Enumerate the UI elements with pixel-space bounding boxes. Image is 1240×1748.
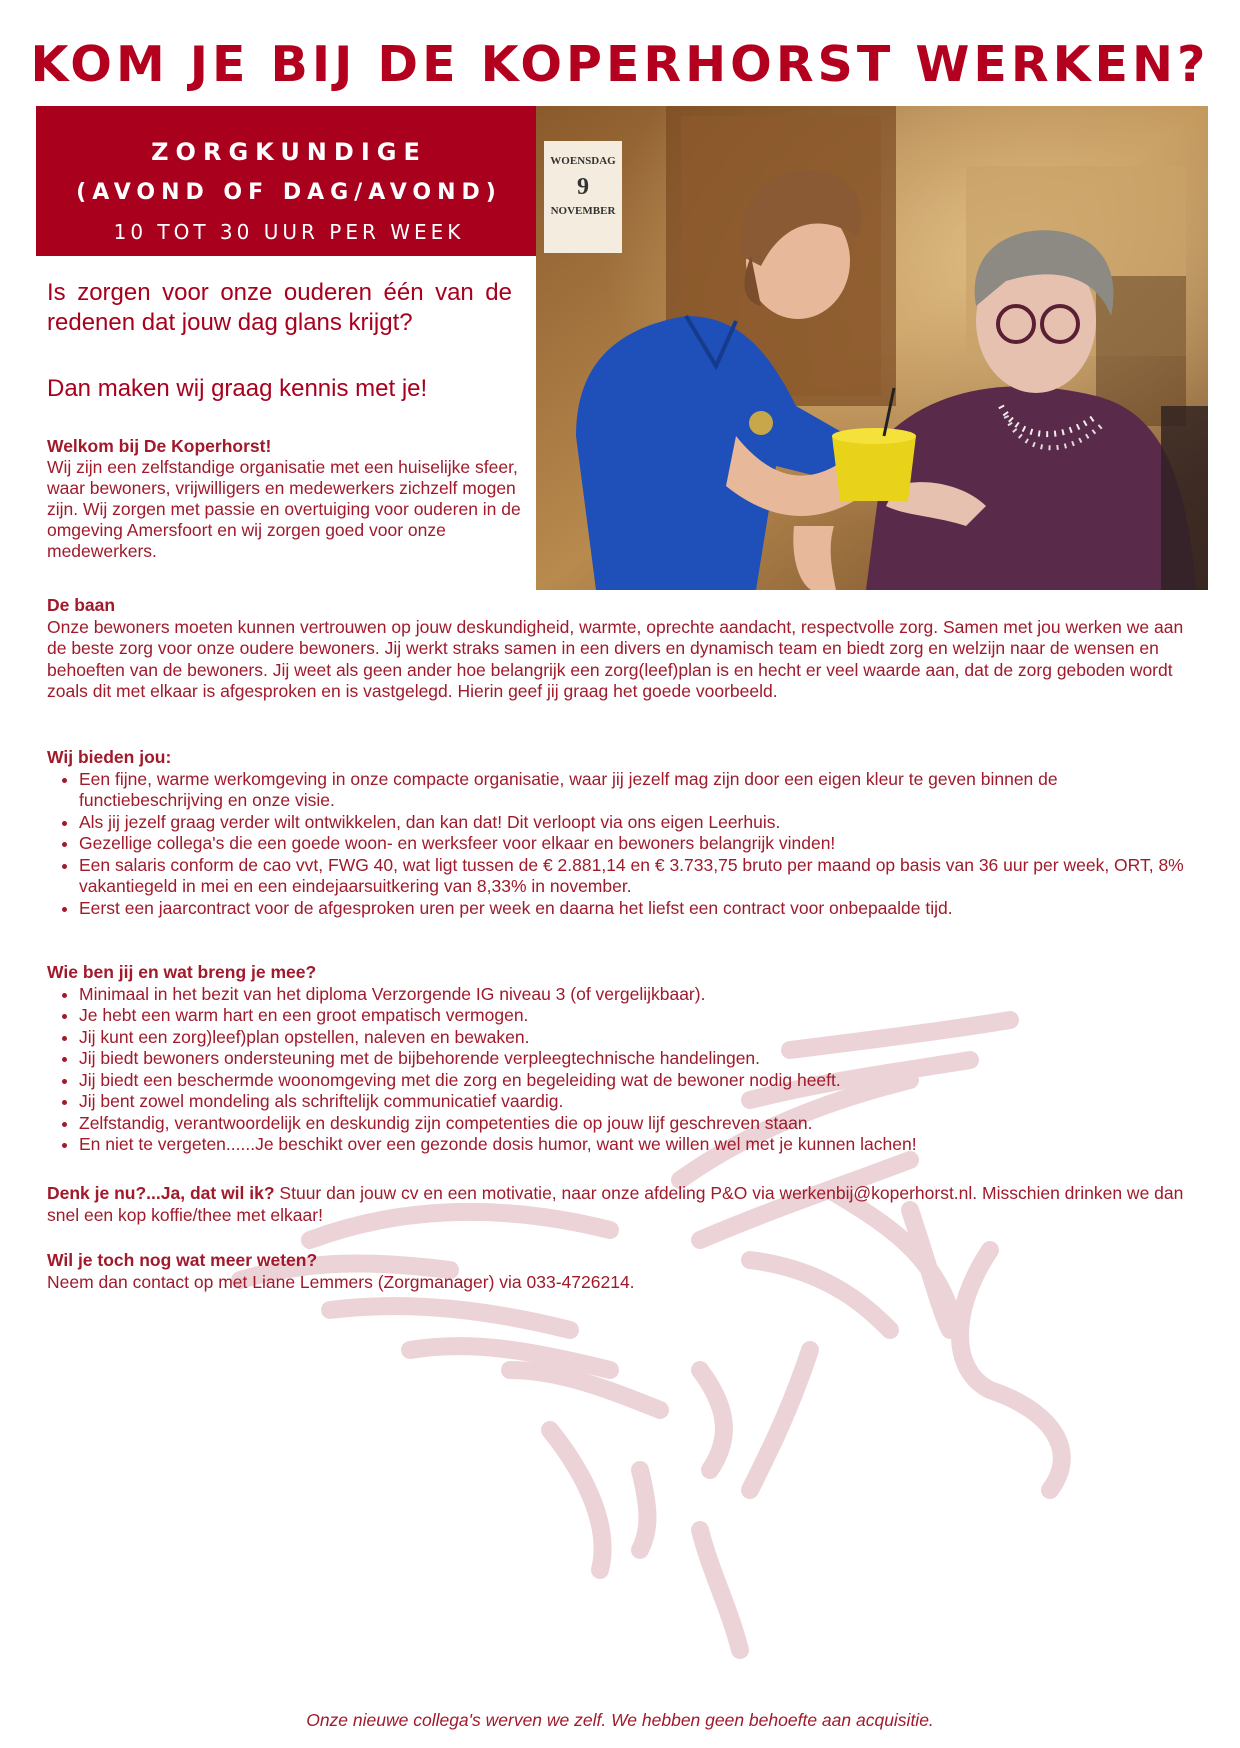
profile-list — [47, 984, 1197, 1156]
welcome-section — [47, 436, 537, 562]
list-item: • Minimaal in het bezit van het diploma Verzorgende IG niveau 3 (of vergelijkbaar). — [79, 984, 1197, 1006]
page-title: KOM JE BIJ DE KOPERHORST WERKEN? — [30, 36, 1210, 93]
contact-section — [47, 1250, 1197, 1293]
calendar-day: WOENSDAG — [550, 155, 616, 167]
offer-list — [47, 769, 1197, 920]
list-item: • En niet te vergeten......Je beschikt over een gezonde dosis humor, want we willen wel met je kunnen lachen! — [79, 1134, 1197, 1156]
job-heading: De baan — [47, 595, 116, 615]
list-item: • Jij kunt een zorg)leef)plan opstellen, naleven en bewaken. — [79, 1027, 1197, 1049]
apply-section — [47, 1183, 1197, 1226]
profile-heading: Wie ben jij en wat breng je mee? — [47, 962, 317, 982]
job-title: ZORGKUNDIGE — [151, 138, 427, 166]
offer-heading: Wij bieden jou: — [47, 747, 172, 767]
list-item: • Gezellige collega's die een goede woon- en werksfeer voor elkaar en bewoners belangrijk vinden! — [79, 833, 1197, 855]
list-item: • Zelfstandig, verantwoordelijk en deskundig zijn competenties die op jouw lijf geschreven staan. — [79, 1113, 1197, 1135]
job-text: Onze bewoners moeten kunnen vertrouwen op jouw deskundigheid, warmte, oprechte aandacht, respectvolle zorg. Samen met jou werken we aan de beste zorg voor onze oudere bewoners. Jij werkt straks samen in een divers en dynamisch team en biedt zorg en welzijn naar de wensen en behoeften van de bewoners. Jij weet als geen ander hoe belangrijk een zorg(leef)plan is en hecht er veel waarde aan, dat de zorg geboden wordt zoals dit met elkaar is afgesproken en is vastgelegd. Hierin geef jij graag het goede voorbeeld. — [47, 616, 1184, 701]
welcome-heading: Welkom bij De Koperhorst! — [47, 436, 272, 456]
list-item: • Jij biedt een beschermde woonomgeving met die zorg en begeleiding wat de bewoner nodig heeft. — [79, 1070, 1197, 1092]
job-hours: 10 TOT 30 UUR PER WEEK — [113, 220, 465, 244]
list-item: • Je hebt een warm hart en een groot empatisch vermogen. — [79, 1005, 1197, 1027]
contact-heading: Wil je toch nog wat meer weten? — [47, 1250, 318, 1270]
job-section — [47, 595, 1197, 703]
list-item: • Een fijne, warme werkomgeving in onze compacte organisatie, waar jij jezelf mag zijn door een eigen kleur te geven binnen de functiebeschrijving en onze visie. — [79, 769, 1197, 812]
list-item: • Een salaris conform de cao vvt, FWG 40, wat ligt tussen de € 2.881,14 en € 3.733,75 bruto per maand op basis van 36 uur per week, ORT, 8% vakantiegeld in mei en een eindejaarsuitkering van 8,33% in november. — [79, 855, 1197, 898]
intro — [47, 278, 512, 404]
intro-question: Is zorgen voor onze ouderen één van de redenen dat jouw dag glans krijgt? — [47, 279, 512, 336]
list-item: • Eerst een jaarcontract voor de afgesproken uren per week en daarna het liefst een contract voor onbepaalde tijd. — [79, 898, 1197, 920]
offer-section — [47, 747, 1197, 919]
list-item: • Jij bent zowel mondeling als schriftelijk communicatief vaardig. — [79, 1091, 1197, 1113]
contact-text: Neem dan contact op met Liane Lemmers (Zorgmanager) via 033-4726214. — [47, 1271, 635, 1292]
list-item: • Als jij jezelf graag verder wilt ontwikkelen, dan kan dat! Dit verloopt via ons eigen Leerhuis. — [79, 812, 1197, 834]
apply-heading: Denk je nu?...Ja, dat wil ik? — [47, 1183, 275, 1203]
job-title-banner — [36, 106, 542, 256]
calendar-month: NOVEMBER — [550, 205, 616, 217]
intro-invite: Dan maken wij graag kennis met je! — [47, 375, 428, 402]
care-photo — [536, 106, 1208, 590]
welcome-text: Wij zijn een zelfstandige organisatie met een huiselijke sfeer, waar bewoners, vrijwilligers en medewerkers zichzelf mogen zijn. Wij zorgen met passie en overtuiging voor ouderen in de omgeving Amersfoort en wij zorgen goed voor onze medewerkers. — [47, 457, 521, 561]
list-item: • Jij biedt bewoners ondersteuning met de bijbehorende verpleegtechnische handelingen. — [79, 1048, 1197, 1070]
profile-section — [47, 962, 1197, 1156]
apply-text: Stuur dan jouw cv en een motivatie, naar onze afdeling P&O via werkenbij@koperhorst.nl. Misschien drinken we dan snel een kop koffie/thee met elkaar! — [47, 1183, 1184, 1225]
calendar-date: 9 — [577, 174, 589, 200]
job-shift: (AVOND OF DAG/AVOND) — [76, 180, 502, 205]
footer-note: Onze nieuwe collega's werven we zelf. We hebben geen behoefte aan acquisitie. — [306, 1710, 934, 1730]
